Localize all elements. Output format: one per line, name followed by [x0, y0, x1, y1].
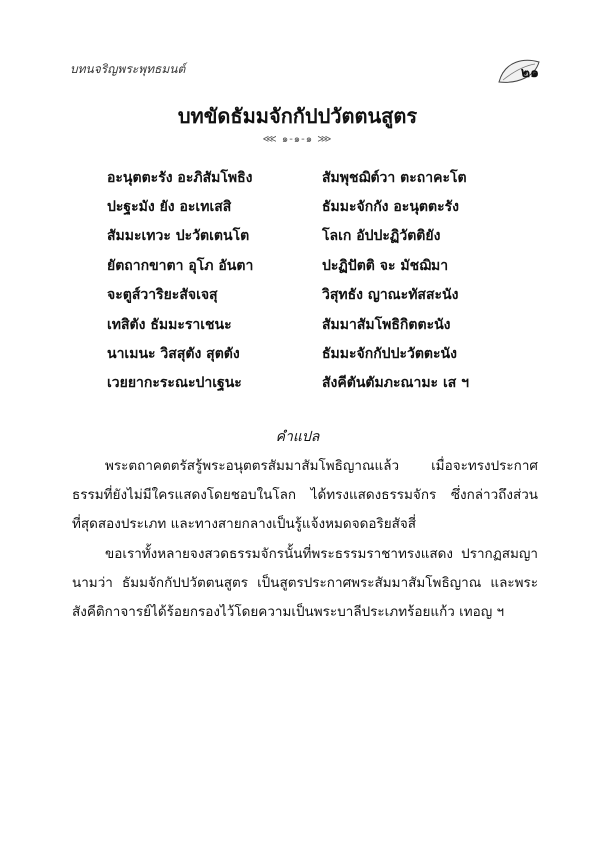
- page-header: [70, 56, 545, 86]
- translation-paragraph: [72, 452, 538, 539]
- translation-heading: คำแปล: [275, 429, 320, 445]
- translation-paragraph: [72, 540, 538, 627]
- verse-left: เทสิตัง ธัมมะราเชนะ: [107, 317, 232, 333]
- verse-right: วิสุทธัง ญาณะทัสสะนัง: [322, 287, 459, 303]
- book-title: บทนจริญพระพุทธมนต์: [70, 62, 186, 76]
- title-ornament: ⋘ ๑-๑-๑ ⋙: [262, 134, 333, 145]
- page-number-badge: [495, 56, 545, 86]
- verse-left: เวยยากะระณะปาเฐนะ: [107, 375, 242, 391]
- verse-right: สัมพุชฌิต์วา ตะถาคะโต: [322, 170, 467, 186]
- verse-left: ยัตถากขาตา อุโภ อันตา: [107, 258, 254, 274]
- verse-right: ปะฏิปัตติ จะ มัชฌิมา: [322, 258, 449, 274]
- chant-title: บทขัดธัมมจักกัปปวัตตนสูตร: [177, 104, 418, 128]
- verse-right: ธัมมะจักกัง อะนุตตะรัง: [322, 199, 459, 215]
- verse-right: ธัมมะจักกัปปะวัตตะนัง: [322, 346, 457, 362]
- verse-left: นาเมนะ วิสสุตัง สุตตัง: [107, 346, 240, 362]
- verse-left: สัมมะเทวะ ปะวัตเตนโต: [107, 228, 250, 244]
- verse-left: ปะฐะมัง ยัง อะเทเสสิ: [107, 199, 232, 215]
- verse-right: โลเก อัปปะฏิวัตติยัง: [322, 228, 441, 244]
- paragraph-text: พระตถาคตตรัสรู้พระอนุตตรสัมมาสัมโพธิญาณแล้ว เมื่อจะทรงประกาศธรรมที่ยังไม่มีใครแสดงโดยชอบในโลก ได้ทรงแสดงธรรมจักร ซึ่งกล่าวถึงส่วนที่สุดสองประเภท และทางสายกลางเป็นรู้แจ้งหมดจดอริยสัจสี่: [72, 458, 538, 532]
- verse-left: อะนุตตะรัง อะภิสัมโพธิง: [107, 170, 253, 186]
- page-number: ๒๑: [520, 65, 539, 81]
- verse-right: สัมมาสัมโพธิกิตตะนัง: [322, 317, 451, 333]
- paragraph-text: ขอเราทั้งหลายจงสวดธรรมจักรนั้นที่พระธรรมราชาทรงแสดง ปรากฏสมญานามว่า ธัมมจักกัปปวัตตนสูตร เป็นสูตรประกาศพระสัมมาสัมโพธิญาณ และพระสังคีติกาจารย์ได้ร้อยกรองไว้โดยความเป็นพระบาลีประเภทร้อยแก้ว เทอญ ฯ: [72, 546, 538, 620]
- verse-right: สังคีตันตัมภะณามะ เส ฯ: [322, 375, 470, 391]
- verse-left: จะตูส์วาริยะสัจเจสุ: [107, 287, 218, 303]
